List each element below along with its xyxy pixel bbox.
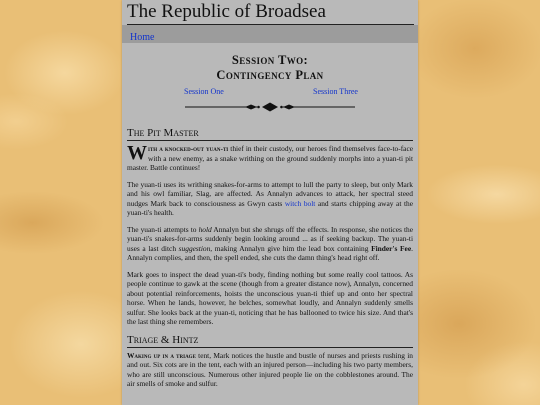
session-title — [127, 53, 413, 83]
paragraph-text: thief in their custody, our heroes find themselves face-to-face with a new enemy, as a snake writhing on the ground suddenly morphs into a yuan-ti pit master. Battle continues! — [127, 144, 413, 172]
session-navigation — [127, 87, 413, 101]
session-title-line1: Session Two: — [231, 53, 309, 67]
session-title-line2: Contingency Plan — [216, 68, 324, 82]
paragraph-text: . Annalyn complies, and then, the spell ended, she cuts the damn thing's head right off. — [127, 243, 413, 262]
ornament-divider — [127, 102, 413, 112]
nav-home-link[interactable]: Home — [130, 32, 155, 43]
paragraph-triage — [127, 351, 413, 389]
paragraph-text: and starts chipping away at the yuan-ti's health. — [127, 198, 413, 217]
lead-in: Waking up in a triage — [127, 350, 196, 360]
paragraph-text: , making Annalyn give him the lead box containing — [210, 243, 372, 253]
item-name: Finder's Fee — [371, 243, 412, 253]
section-heading-pit-master: The Pit Master — [127, 127, 413, 141]
paragraph-text: The yuan-ti uses its writhing snakes-for-arms to attempt to lull the party to sleep, but only Mark and his owl familiar, Slag, are affected. As Annalyn advances to attack, her spectral steed nudges Mark back to consciousness as Gwyn casts — [127, 179, 413, 208]
spell-name: hold — [198, 224, 212, 234]
paragraph-text: The yuan-ti attempts to — [127, 224, 199, 234]
site-header — [122, 0, 418, 25]
next-session-link[interactable]: Session Three — [313, 87, 358, 96]
spell-name: suggestion — [178, 243, 211, 253]
drop-cap: W — [127, 142, 147, 164]
site-title: The Republic of Broadsea — [127, 1, 414, 25]
paragraph-inspect: Mark goes to inspect the dead yuan-ti's body, finding nothing but some really cool tattoos. As people continue to gawk at the scene (though from a greater distance now), Annalyn, concerned about potential reinforcements, hoists the unconscious yuan-ti thief up and onto her spectral horse. When he lands, however, he belches, somewhat loudly, and Annalyn suddenly smells sulfur. She looks back at the yuan-ti, noticing that he has ballooned to twice his size. And that's the last thing she remembers. — [127, 269, 413, 326]
witch-bolt-link[interactable]: witch bolt — [284, 198, 316, 208]
section-heading-triage: Triage & Hintz — [127, 334, 413, 348]
page-column — [122, 0, 418, 405]
paragraph-intro — [127, 144, 413, 173]
paragraph-text: tent, Mark notices the hustle and bustle of nurses and priests rushing in and out. Six cots are in the tent, each with an injured person—including his two party members, who are still unconscious. Numerous other injured people lie on the cobblestones around. The air smells of smoke and sulfur. — [127, 350, 413, 388]
previous-session-link[interactable]: Session One — [184, 87, 224, 96]
paragraph-text: Annalyn but she shrugs off the effects. In response, she notices the yuan-ti's snakes-for-arms suddenly begin looking around ... as if seeking backup. The yuan-ti uses a last ditch — [127, 224, 413, 253]
article-content — [122, 43, 418, 389]
lead-in: ith a knocked-out yuan-ti — [148, 144, 229, 153]
navbar — [122, 25, 418, 43]
paragraph-hold — [127, 225, 413, 263]
paragraph-snakes — [127, 180, 413, 218]
